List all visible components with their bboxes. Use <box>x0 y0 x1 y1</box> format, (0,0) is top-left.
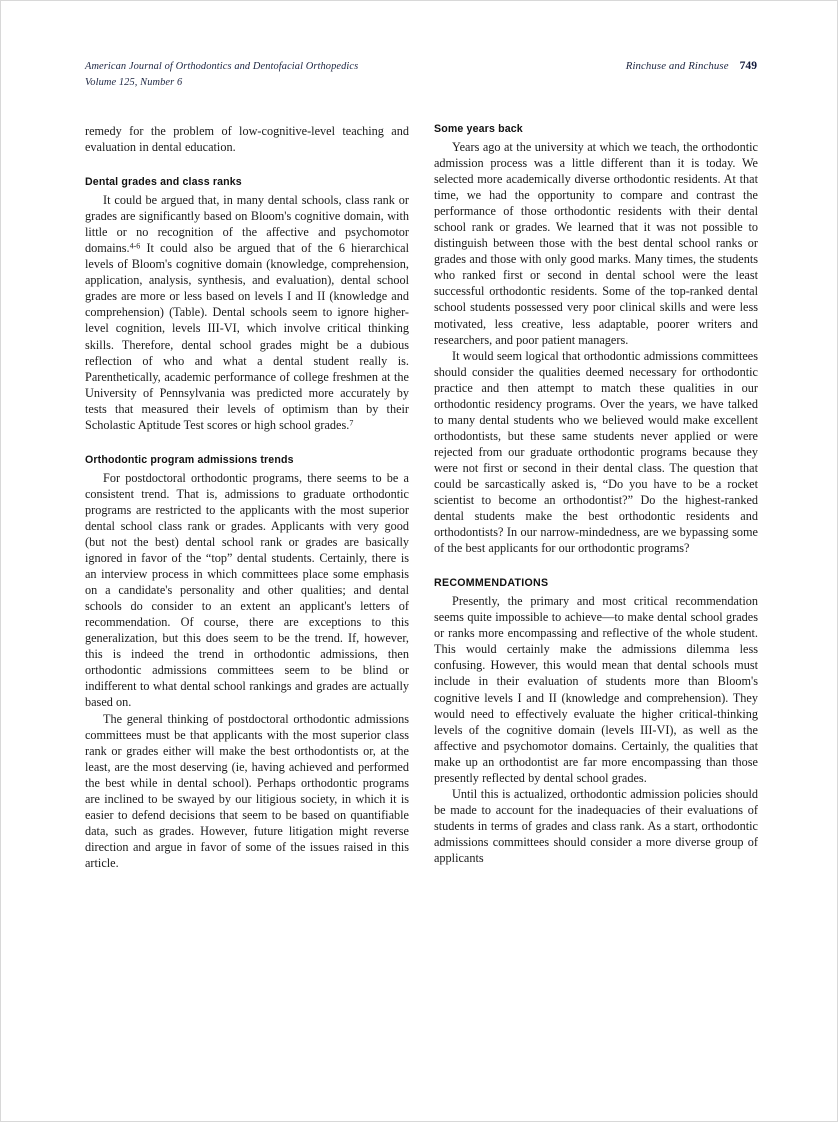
left-column <box>85 123 409 1063</box>
right-column <box>434 123 758 1063</box>
spacer <box>434 556 758 577</box>
paragraph-recommendations-1: Presently, the primary and most critical recommendation seems quite impossible to achieve—to make dental school grades or ranks more encompassing and reflective of the whole student. This would certainly make the admissions dilemma less confusing. However, this would mean that dental schools must include in their evaluation of students more than Bloom's cognitive levels I and II (knowledge and comprehension). They would need to effectively evaluate the higher critical-thinking levels of the cognitive domain (levels III-VI), as well as the affective and psychomotor domains. Certainly, the qualities that make up an orthodontist are far more encompassing than those presently reflected by dental school grades. <box>434 594 758 785</box>
heading-some-years-back: Some years back <box>434 123 523 135</box>
journal-title-line: American Journal of Orthodontics and Dentofacial Orthopedics <box>85 61 359 72</box>
running-head-authors-page <box>626 59 757 72</box>
spacer <box>85 155 409 176</box>
heading-dental-grades-and-class-ranks: Dental grades and class ranks <box>85 176 242 189</box>
heading-recommendations: RECOMMENDATIONS <box>434 577 549 590</box>
citation-marker-4-6: 4-6 <box>129 241 141 251</box>
paragraph-some-years-back-1: Years ago at the university at which we teach, the orthodontic admission process was a little different than it is today. We selected more academically diverse orthodontic residents. At that time, we had the opportunity to compare and contrast the performance of those orthodontic residents with their dental school rank or grades. We learned that it was not possible to distinguish between those with the best dental school ranks or grades and those with only good marks. Many times, the students who ranked first or second in dental school were the least successful orthodontic residents. Some of the top-ranked dental school students possessed very poor clinical skills and were less motivated, less creative, less adaptable, poorer writers and researchers, and poor patient managers. <box>434 140 758 347</box>
running-head <box>85 59 757 90</box>
paragraph-admissions-trends-1: For postdoctoral orthodontic programs, there seems to be a consistent trend. That is, admissions to graduate orthodontic programs are restricted to the applicants with the most superior dental school class rank or grades. Applicants with very good (but not the best) dental school rank or grades are basically ignored in favor of the “top” dental students. Certainly, there is an interview process in which committees place some emphasis on a candidate's personality and other qualities; and dental schools do consider to an extent an applicant's letters of recommendation. Of course, there are exceptions to this generalization, but this does seem to be the trend. If, however, this is indeed the trend in orthodontic admissions, then orthodontic admissions committees seem to be blind or indifferent to what dental school rankings and grades are actually based on. <box>85 470 409 710</box>
running-head-authors: Rinchuse and Rinchuse <box>625 60 729 72</box>
paragraph-admissions-trends-2: The general thinking of postdoctoral orthodontic admissions committees must be that applicants with the most superior class rank or grades either will make the best orthodontists or, at the least, are the most deserving (ie, having achieved and performed the best while in dental school). Perhaps orthodontic programs are inclined to be swayed by our litigious society, in which it is easier to defend decisions that seem to be based on quantifiable data, such as grades. However, future litigation might reverse direction and argue in favor of some of the issues raised in this article. <box>85 711 409 870</box>
citation-marker-7: 7 <box>349 418 354 428</box>
continued-paragraph: remedy for the problem of low-cognitive-level teaching and evaluation in dental education. <box>85 124 409 155</box>
page-number: 749 <box>739 59 757 72</box>
paragraph-recommendations-2: Until this is actualized, orthodontic admission policies should be made to account for the inadequacies of their evaluations of students in terms of grades and class rank. As a start, orthodontic admissions committees should consider a more diverse group of applicants <box>434 786 758 865</box>
article-columns <box>85 123 759 1063</box>
paragraph-dental-grades <box>85 192 409 433</box>
paragraph-text-part1: It could be argued that, in many dental schools, class rank or grades are significantly based on Bloom's cognitive domain, with little or no recognition of the affective and psychomotor domains. <box>85 193 409 256</box>
running-head-journal <box>85 59 358 90</box>
spacer <box>85 433 409 454</box>
paragraph-some-years-back-2: It would seem logical that orthodontic admissions committees should consider the qualities deemed necessary for orthodontic practice and then attempt to match these qualities in our orthodontic residency programs. Over the years, we have talked to many dental students who we believed would make excellent orthodontists, but these same students never applied or were rejected from our graduate orthodontic programs because they were not first or second in their dental class. The question that could be sarcastically asked is, “Do you have to be a rocket scientist to become an orthodontist?” Do the highest-ranked dental students make the best orthodontic residents and orthodontists? In our narrow-mindedness, are we bypassing some of the best applicants for our orthodontic programs? <box>434 348 758 556</box>
heading-orthodontic-program-admissions-trends: Orthodontic program admissions trends <box>85 453 294 466</box>
paragraph-text-part2: It could also be argued that of the 6 hierarchical levels of Bloom's cognitive domain (knowledge, comprehension, application, analysis, synthesis, and evaluation), dental school grades are more or less based on levels I and II (knowledge and comprehension) (Table). Dental schools seem to ignore higher-level cognition, levels III-VI, which involve critical thinking skills. Therefore, dental school grades might be a dubious reflection of who and what a dental student really is. Parenthetically, academic performance of college freshmen at the University of Pennsylvania was predicted more accurately by tests that measured their levels of optimism than by their Scholastic Aptitude Test scores or high school grades. <box>85 241 409 432</box>
journal-volume-line: Volume 125, Number 6 <box>85 76 183 88</box>
